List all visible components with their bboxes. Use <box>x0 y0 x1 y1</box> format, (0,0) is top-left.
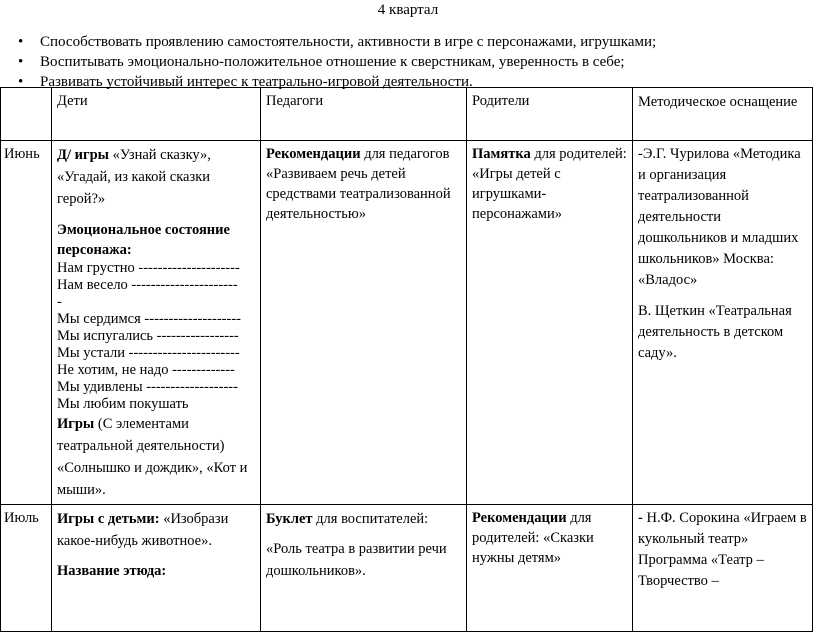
july-parents-text: для родителей: «Сказки нужны детям» <box>472 510 594 566</box>
header-month-cell <box>1 88 52 141</box>
july-etude-label: Название этюда: <box>57 563 167 579</box>
plan-table <box>0 87 813 632</box>
list-item: Мы устали ----------------------- <box>57 345 240 361</box>
july-children-cell <box>52 505 261 632</box>
july-methods-dash: - <box>638 510 647 526</box>
goal-item: • Способствовать проявлению самостоятельности, активности в игре с персонажами, игрушками; <box>16 32 656 52</box>
month-june: Июнь <box>1 141 52 505</box>
june-games-label: Д/ игры <box>57 147 109 163</box>
list-item: Мы сердимся -------------------- <box>57 311 241 327</box>
june-teachers-cell <box>261 141 467 505</box>
goal-item: • Воспитывать эмоционально-положительное отношение к сверстникам, уверенность в себе; <box>16 52 656 72</box>
july-parents-cell <box>467 505 633 632</box>
july-teachers-label: Буклет <box>266 511 313 527</box>
month-july: Июль <box>1 505 52 632</box>
header-methods: Методическое оснащение <box>633 88 813 141</box>
list-item: Мы удивлены ------------------- <box>57 379 238 395</box>
table-row-june <box>1 141 813 505</box>
june-games2-label: Игры <box>57 416 95 432</box>
june-parents-cell <box>467 141 633 505</box>
july-methods-text: Н.Ф. Сорокина «Играем в кукольный театр» Программа «Театр –Творчество – <box>638 510 807 589</box>
july-teachers-quote: «Роль театра в развитии речи дошкольников». <box>266 541 447 579</box>
list-item: - <box>57 294 62 310</box>
list-item: Мы испугались ----------------- <box>57 328 239 344</box>
list-item: Нам весело ---------------------- <box>57 277 238 293</box>
quarter-title: 4 квартал <box>377 2 439 18</box>
header-teachers: Педагоги <box>261 88 467 141</box>
emotion-list <box>57 260 255 413</box>
june-parents-label: Памятка <box>472 146 531 162</box>
goal-item: • Развивать устойчивый интерес к театрально-игровой деятельности. <box>16 72 656 92</box>
list-item: Не хотим, не надо ------------- <box>57 362 235 378</box>
june-method-item: В. Щеткин «Театральная деятельность в детском саду». <box>638 303 792 361</box>
header-parents: Родители <box>467 88 633 141</box>
june-teachers-label: Рекомендации <box>266 146 361 162</box>
june-parents-text: для родителей: «Игры детей с игрушками-персонажами» <box>472 146 627 222</box>
goals-list <box>16 32 656 92</box>
july-teachers-cell <box>261 505 467 632</box>
july-teachers-text: для воспитателей: <box>312 511 429 527</box>
table-header-row <box>1 88 813 141</box>
list-item: Мы любим покушать <box>57 396 189 412</box>
july-games-label: Игры с детьми: <box>57 511 160 527</box>
july-games-text: «Изобрази какое-нибудь животное». <box>57 511 229 549</box>
june-games-text: «Узнай сказку», «Угадай, из какой сказки герой?» <box>57 147 211 207</box>
header-children: Дети <box>52 88 261 141</box>
july-parents-label: Рекомендации <box>472 510 567 526</box>
july-methods-cell <box>633 505 813 632</box>
june-method-item: -Э.Г. Чурилова «Методика и организация театрализованной деятельности дошкольников и младших школьников» Москва: «Владос» <box>638 146 801 288</box>
june-games2-text: (С элементами театральной деятельности) «Солнышко и дождик», «Кот и мыши». <box>57 416 248 498</box>
june-methods-cell <box>633 141 813 505</box>
june-teachers-text: для педагогов «Развиваем речь детей средствами театрализованной деятельностью» <box>266 146 451 222</box>
june-emotion-label: Эмоциональное состояние персонажа: <box>57 222 230 258</box>
list-item: Нам грустно --------------------- <box>57 260 240 276</box>
table-row-july <box>1 505 813 632</box>
june-children-cell <box>52 141 261 505</box>
